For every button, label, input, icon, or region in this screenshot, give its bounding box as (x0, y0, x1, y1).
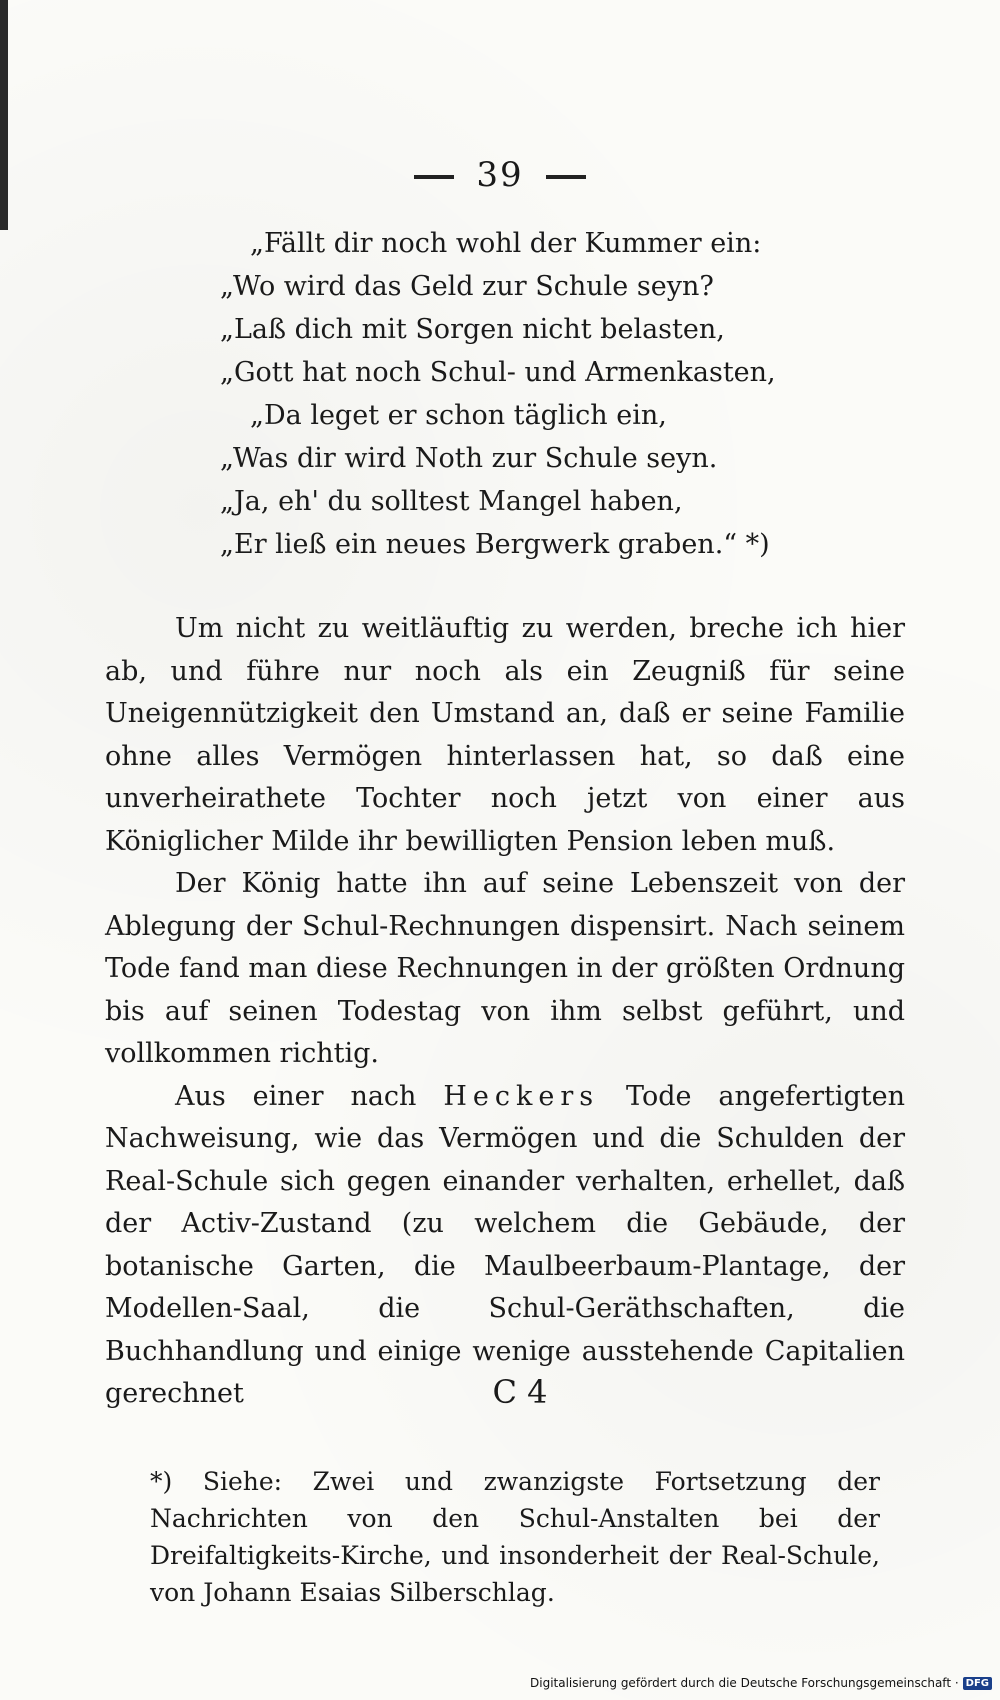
poem-line: „Gott hat noch Schul- und Armenkasten, (220, 357, 776, 388)
poem-line: „Wo wird das Geld zur Schule seyn? (220, 271, 714, 302)
body-text (105, 608, 905, 1416)
poem-line: „Ja, eh' du solltest Mangel haben, (220, 486, 683, 517)
footnote (150, 1463, 880, 1611)
binding-shadow (0, 0, 8, 230)
poem-line: „Fällt dir noch wohl der Kummer ein: (250, 228, 762, 259)
credit-text: Digitalisierung gefördert durch die Deutsche Forschungsgemeinschaft · (530, 1676, 959, 1690)
signature-mark: C 4 (492, 1373, 548, 1411)
poem (220, 222, 920, 566)
dfg-logo: DFG (963, 1677, 992, 1690)
page-header (0, 155, 1000, 195)
header-dash-left (414, 175, 454, 179)
person-name: Heckers (443, 1080, 600, 1112)
poem-line: „Da leget er schon täglich ein, (250, 400, 667, 431)
poem-line: „Was dir wird Noth zur Schule seyn. (220, 443, 718, 474)
paragraph: Um nicht zu weitläuftig zu werden, breche ich hier ab, und führe nur noch als ein Zeugniß für seine Uneigennützigkeit den Umstand an, daß er seine Familie ohne alles Vermögen hinterlassen hat, so daß eine unverheirathete Tochter noch jetzt von einer aus Königlicher Milde ihr bewilligten Pension leben muß. (105, 613, 905, 857)
poem-line: „Er ließ ein neues Bergwerk graben.“ *) (220, 529, 770, 560)
footnote-text: Siehe: Zwei und zwanzigste Fortsetzung der Nachrichten von den Schul-Anstalten bei der Dreifaltigkeits-Kirche, und insonderheit der Real-Schule, von Johann Esaias Silberschlag. (150, 1467, 881, 1607)
paragraph: Der König hatte ihn auf seine Lebenszeit von der Ablegung der Schul-Rechnungen dispensirt. Nach seinem Tode fand man diese Rechnungen in der größten Ordnung bis auf seinen Todestag von ihm selbst geführt, und vollkommen richtig. (105, 868, 905, 1069)
footnote-mark: *) (150, 1467, 173, 1496)
header-dash-right (546, 175, 586, 179)
paragraph (105, 1076, 905, 1416)
paragraph-text: Aus einer nach (175, 1080, 417, 1112)
poem-line: „Laß dich mit Sorgen nicht belasten, (220, 314, 725, 345)
paragraph-text: Tode angefertigten Nachweisung, wie das Vermögen und die Schulden der Real-Schule sich gegen einander verhalten, erhellet, daß der Activ-Zustand (zu welchem die Gebäude, der botanische Garten, die Maulbeerbaum-Plantage, der Modellen-Saal, die Schul-Geräthschaften, die Buchhandlung und einige wenige ausstehende Capitalien gerechnet (105, 1080, 905, 1409)
page-number: 39 (476, 155, 524, 195)
digitization-credit (530, 1676, 992, 1690)
